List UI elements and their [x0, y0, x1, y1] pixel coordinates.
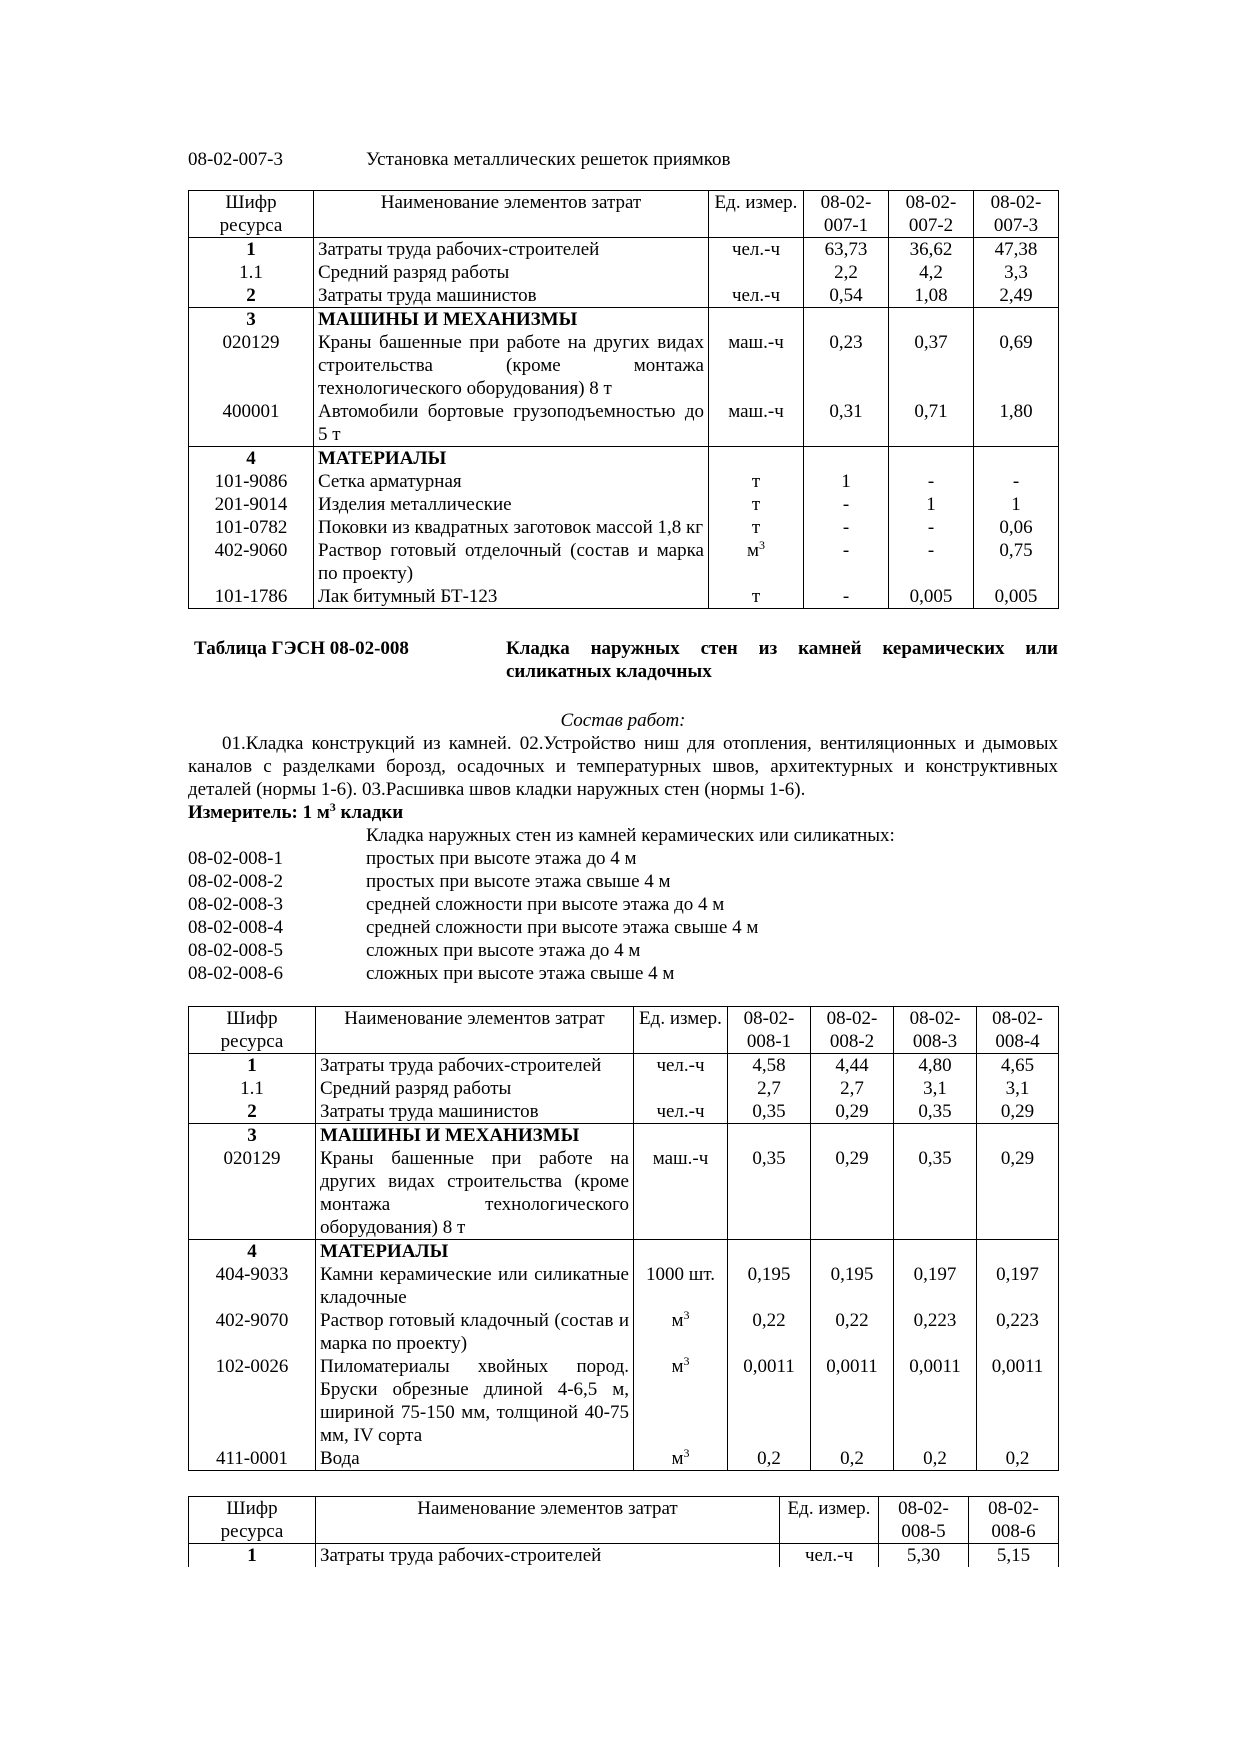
cell-code: 201-9014: [214, 494, 288, 515]
table-row-group: [189, 308, 1059, 332]
cell-value: 0,31: [804, 400, 889, 447]
cell-name: Средний разряд работы: [316, 1077, 634, 1100]
cell-unit: т: [709, 516, 804, 539]
norm-text: сложных при высоте этажа свыше 4 м: [366, 963, 675, 984]
section2-heading: [188, 637, 1058, 683]
cell-unit: т: [709, 493, 804, 516]
cell-value: 1: [974, 493, 1059, 516]
cell-value: -: [889, 470, 974, 493]
unit-superscript: 3: [683, 1354, 690, 1368]
unit-text: м: [671, 1356, 684, 1377]
cell-unit: маш.-ч: [634, 1147, 728, 1240]
cell-value: [811, 1240, 894, 1264]
cell-unit: т: [709, 470, 804, 493]
work-composition-heading: Состав работ:: [560, 710, 686, 731]
list-item: [188, 939, 1058, 962]
norm-text: средней сложности при высоте этажа свыше 4 м: [366, 917, 759, 938]
cell-name: Затраты труда машинистов: [316, 1100, 634, 1124]
cell-unit: чел.-ч: [634, 1054, 728, 1078]
cell-unit: чел.-ч: [709, 284, 804, 308]
cell-value: [804, 308, 889, 332]
cell-code: 4: [189, 447, 314, 471]
cell-value: 36,62: [889, 238, 974, 262]
header-name: Наименование элементов затрат: [316, 1497, 780, 1544]
cell-value: 0,29: [977, 1147, 1059, 1240]
unit-text: м: [671, 1448, 684, 1469]
cell-value: 3,3: [974, 261, 1059, 284]
norm-text: простых при высоте этажа до 4 м: [366, 848, 637, 869]
cell-value: 0,223: [894, 1309, 977, 1355]
cell-value: 2,7: [728, 1077, 811, 1100]
table-row: [189, 1054, 1059, 1078]
cell-value: -: [974, 470, 1059, 493]
cell-value: 1,08: [889, 284, 974, 308]
table-label: Таблица ГЭСН 08-02-008: [194, 638, 409, 659]
cell-unit: чел.-ч: [709, 238, 804, 262]
cell-value: 0,195: [728, 1263, 811, 1309]
cell-name: Краны башенные при работе на других видах строительства (кроме монтажа технологического оборудования) 8 т: [314, 331, 709, 400]
norm-intro: Кладка наружных стен из камней керамических или силикатных:: [366, 825, 895, 846]
cell-unit: маш.-ч: [709, 331, 804, 400]
list-item: [188, 893, 1058, 916]
cell-name: Автомобили бортовые грузоподъемностью до 5 т: [314, 400, 709, 447]
table-header-row: [189, 191, 1059, 238]
table-header-row: [189, 1007, 1059, 1054]
cell-name: Поковки из квадратных заготовок массой 1,8 кг: [314, 516, 709, 539]
measure-suffix: кладки: [335, 802, 404, 823]
cell-value: -: [804, 516, 889, 539]
cell-value: 0,0011: [728, 1355, 811, 1447]
header-norm: 08-02-007-2: [889, 191, 974, 238]
cell-unit: [709, 539, 804, 585]
cell-value: -: [804, 493, 889, 516]
cell-name: Пиломатериалы хвойных пород. Бруски обрезные длиной 4-6,5 м, шириной 75-150 мм, толщиной 40-75 мм, IV сорта: [316, 1355, 634, 1447]
cell-code: 101-0782: [214, 517, 288, 538]
cell-code: 1.1: [239, 262, 263, 283]
cell-value: [811, 1124, 894, 1148]
cell-value: -: [889, 516, 974, 539]
cell-name: МАТЕРИАЛЫ: [314, 447, 709, 471]
norm-code: 08-02-008-5: [188, 940, 283, 961]
cell-unit: [634, 1124, 728, 1148]
cell-value: 0,2: [977, 1447, 1059, 1471]
norm-text: простых при высоте этажа свыше 4 м: [366, 871, 671, 892]
cell-value: 0,197: [894, 1263, 977, 1309]
table-row-group: [189, 1124, 1059, 1148]
cell-code: 404-9033: [215, 1264, 289, 1285]
measure-superscript: 3: [329, 800, 336, 814]
header-name: Наименование элементов затрат: [316, 1007, 634, 1054]
cell-value: 0,29: [811, 1147, 894, 1240]
measure-prefix: Измеритель: 1 м: [188, 802, 330, 823]
header-name: Наименование элементов затрат: [314, 191, 709, 238]
cell-value: 63,73: [804, 238, 889, 262]
section1-title: Установка металлических решеток приямков: [366, 149, 731, 170]
cell-value: 5,15: [969, 1544, 1059, 1568]
cell-value: 0,223: [977, 1309, 1059, 1355]
table-row-group: [189, 447, 1059, 471]
cell-unit: маш.-ч: [709, 400, 804, 447]
cell-name: Лак битумный БТ-123: [314, 585, 709, 609]
cell-name: МАТЕРИАЛЫ: [316, 1240, 634, 1264]
cell-name: Раствор готовый отделочный (состав и марка по проекту): [314, 539, 709, 585]
norm-text: средней сложности при высоте этажа до 4 м: [366, 894, 725, 915]
cell-name: МАШИНЫ И МЕХАНИЗМЫ: [314, 308, 709, 332]
cell-unit: [634, 1240, 728, 1264]
cell-value: 0,35: [728, 1100, 811, 1124]
cell-value: [977, 1240, 1059, 1264]
table-row: [189, 1147, 1059, 1240]
cell-value: 4,65: [977, 1054, 1059, 1078]
cell-code: 402-9070: [215, 1310, 289, 1331]
cell-code: 2: [247, 1101, 257, 1122]
work-composition-text: 01.Кладка конструкций из камней. 02.Устройство ниш для отопления, вентиляционных и дымовых каналов с разделками борозд, осадочных и температурных швов, архитектурных и конструктивных деталей (нормы 1-6). 03.Расшивка швов кладки наружных стен (нормы 1-6).: [188, 733, 1058, 800]
cell-value: 0,005: [889, 585, 974, 609]
cell-name: Затраты труда машинистов: [314, 284, 709, 308]
list-item: [188, 916, 1058, 939]
cell-value: 2,49: [974, 284, 1059, 308]
measure-line: [188, 801, 1058, 824]
cell-value: [889, 308, 974, 332]
cell-name: МАШИНЫ И МЕХАНИЗМЫ: [316, 1124, 634, 1148]
norm-code: 08-02-008-3: [188, 894, 283, 915]
cell-name: Вода: [316, 1447, 634, 1471]
table-row-group: [189, 1240, 1059, 1264]
cell-value: 0,2: [811, 1447, 894, 1471]
cell-value: [894, 1240, 977, 1264]
table-row: [189, 261, 1059, 284]
header-norm: 08-02-007-1: [804, 191, 889, 238]
cell-value: [728, 1240, 811, 1264]
table-row: [189, 493, 1059, 516]
cell-value: 0,37: [889, 331, 974, 400]
cell-unit: т: [709, 585, 804, 609]
section1-code: 08-02-007-3: [188, 149, 283, 170]
cell-value: 0,35: [894, 1100, 977, 1124]
cell-value: 1: [889, 493, 974, 516]
norm-code: 08-02-008-1: [188, 848, 283, 869]
table-row: [189, 1309, 1059, 1355]
cell-code: 101-9086: [214, 471, 288, 492]
table-row: [189, 516, 1059, 539]
table-row: [189, 331, 1059, 400]
norm-code: 08-02-008-6: [188, 963, 283, 984]
header-code: Шифр ресурса: [189, 191, 314, 238]
section2-title: Кладка наружных стен из камней керамических или силикатных кладочных: [506, 638, 1058, 682]
list-item: [188, 870, 1058, 893]
cell-unit: [634, 1077, 728, 1100]
cell-unit: 1000 шт.: [634, 1263, 728, 1309]
cell-unit: чел.-ч: [780, 1544, 879, 1568]
cell-value: 2,2: [804, 261, 889, 284]
cell-value: [804, 447, 889, 471]
list-item: [188, 962, 1058, 985]
cell-code: 4: [189, 1240, 316, 1264]
cell-value: 0,29: [811, 1100, 894, 1124]
cell-unit: [634, 1309, 728, 1355]
section1-heading: [188, 148, 1058, 171]
table-row: [189, 1077, 1059, 1100]
norm-text: сложных при высоте этажа до 4 м: [366, 940, 641, 961]
norm-code: 08-02-008-4: [188, 917, 283, 938]
cell-unit: [634, 1447, 728, 1471]
cell-value: 4,80: [894, 1054, 977, 1078]
table-row: [189, 1544, 1059, 1568]
cell-code: 1: [247, 1055, 257, 1076]
header-norm: 08-02-007-3: [974, 191, 1059, 238]
cell-value: 1: [804, 470, 889, 493]
header-code: Шифр ресурса: [189, 1497, 316, 1544]
cell-value: 0,23: [804, 331, 889, 400]
cell-value: 0,0011: [811, 1355, 894, 1447]
cell-code: 3: [189, 308, 314, 332]
cell-unit: [709, 261, 804, 284]
list-item: [188, 847, 1058, 870]
cell-code: 411-0001: [215, 1448, 289, 1469]
cell-value: 0,35: [894, 1147, 977, 1240]
cell-value: -: [804, 539, 889, 585]
header-norm: 08-02-008-1: [728, 1007, 811, 1054]
header-norm: 08-02-008-6: [969, 1497, 1059, 1544]
cell-code: 1: [247, 1545, 257, 1566]
cell-value: 0,35: [728, 1147, 811, 1240]
cell-value: [728, 1124, 811, 1148]
cell-name: Затраты труда рабочих-строителей: [316, 1544, 780, 1568]
cell-unit: чел.-ч: [634, 1100, 728, 1124]
cell-value: 1,80: [974, 400, 1059, 447]
cell-code: 102-0026: [215, 1356, 289, 1377]
cell-value: 3,1: [894, 1077, 977, 1100]
table-row: [189, 400, 1059, 447]
resource-table-008-b: [188, 1496, 1059, 1567]
cell-code: 1.1: [240, 1078, 264, 1099]
cell-value: [974, 447, 1059, 471]
cell-name: Сетка арматурная: [314, 470, 709, 493]
cell-code: 402-9060: [214, 540, 288, 561]
header-unit: Ед. измер.: [709, 191, 804, 238]
cell-value: -: [804, 585, 889, 609]
cell-unit: [709, 308, 804, 332]
table-row: [189, 1447, 1059, 1471]
cell-value: 0,195: [811, 1263, 894, 1309]
cell-name: Затраты труда рабочих-строителей: [316, 1054, 634, 1078]
cell-code: 400001: [222, 401, 280, 422]
header-norm: 08-02-008-3: [894, 1007, 977, 1054]
norm-code: 08-02-008-2: [188, 871, 283, 892]
unit-superscript: 3: [683, 1446, 690, 1460]
cell-value: 47,38: [974, 238, 1059, 262]
cell-code: 2: [246, 285, 256, 306]
cell-value: 0,75: [974, 539, 1059, 585]
cell-value: 0,71: [889, 400, 974, 447]
cell-value: 4,58: [728, 1054, 811, 1078]
cell-unit: [634, 1355, 728, 1447]
cell-value: 3,1: [977, 1077, 1059, 1100]
header-norm: 08-02-008-5: [879, 1497, 969, 1544]
cell-value: 0,005: [974, 585, 1059, 609]
cell-value: 0,29: [977, 1100, 1059, 1124]
cell-value: [977, 1124, 1059, 1148]
cell-code: 3: [189, 1124, 316, 1148]
cell-value: 0,0011: [894, 1355, 977, 1447]
cell-code: 1: [246, 239, 256, 260]
cell-value: 0,06: [974, 516, 1059, 539]
table-row: [189, 1263, 1059, 1309]
cell-value: -: [889, 539, 974, 585]
table-row: [189, 284, 1059, 308]
cell-name: Затраты труда рабочих-строителей: [314, 238, 709, 262]
header-code: Шифр ресурса: [189, 1007, 316, 1054]
cell-code: 020129: [222, 332, 280, 353]
cell-value: 0,22: [811, 1309, 894, 1355]
header-unit: Ед. измер.: [634, 1007, 728, 1054]
unit-superscript: 3: [759, 538, 766, 552]
cell-code: 101-1786: [214, 586, 288, 607]
table-row: [189, 470, 1059, 493]
cell-name: Краны башенные при работе на других видах строительства (кроме монтажа технологического оборудования) 8 т: [316, 1147, 634, 1240]
table-row: [189, 539, 1059, 585]
table-row: [189, 1355, 1059, 1447]
cell-value: [974, 308, 1059, 332]
table-row: [189, 238, 1059, 262]
resource-table-007: [188, 190, 1059, 609]
cell-value: 5,30: [879, 1544, 969, 1568]
header-unit: Ед. измер.: [780, 1497, 879, 1544]
cell-name: Средний разряд работы: [314, 261, 709, 284]
norm-intro-line: [188, 824, 1058, 847]
cell-code: 020129: [223, 1148, 281, 1169]
cell-value: 0,2: [894, 1447, 977, 1471]
document-page: [188, 0, 1058, 1567]
table-header-row: [189, 1497, 1059, 1544]
cell-value: 4,44: [811, 1054, 894, 1078]
resource-table-008-a: [188, 1006, 1059, 1471]
cell-unit: [709, 447, 804, 471]
table-row: [189, 585, 1059, 609]
cell-value: 0,22: [728, 1309, 811, 1355]
unit-superscript: 3: [683, 1308, 690, 1322]
cell-name: Камни керамические или силикатные кладочные: [316, 1263, 634, 1309]
cell-value: 0,69: [974, 331, 1059, 400]
cell-value: 0,197: [977, 1263, 1059, 1309]
table-row: [189, 1100, 1059, 1124]
header-norm: 08-02-008-4: [977, 1007, 1059, 1054]
cell-value: [889, 447, 974, 471]
cell-name: Раствор готовый кладочный (состав и марка по проекту): [316, 1309, 634, 1355]
cell-name: Изделия металлические: [314, 493, 709, 516]
cell-value: [894, 1124, 977, 1148]
header-norm: 08-02-008-2: [811, 1007, 894, 1054]
cell-value: 0,2: [728, 1447, 811, 1471]
unit-text: м: [746, 540, 760, 561]
cell-value: 0,0011: [977, 1355, 1059, 1447]
cell-value: 2,7: [811, 1077, 894, 1100]
cell-value: 4,2: [889, 261, 974, 284]
unit-text: м: [671, 1310, 684, 1331]
cell-value: 0,54: [804, 284, 889, 308]
